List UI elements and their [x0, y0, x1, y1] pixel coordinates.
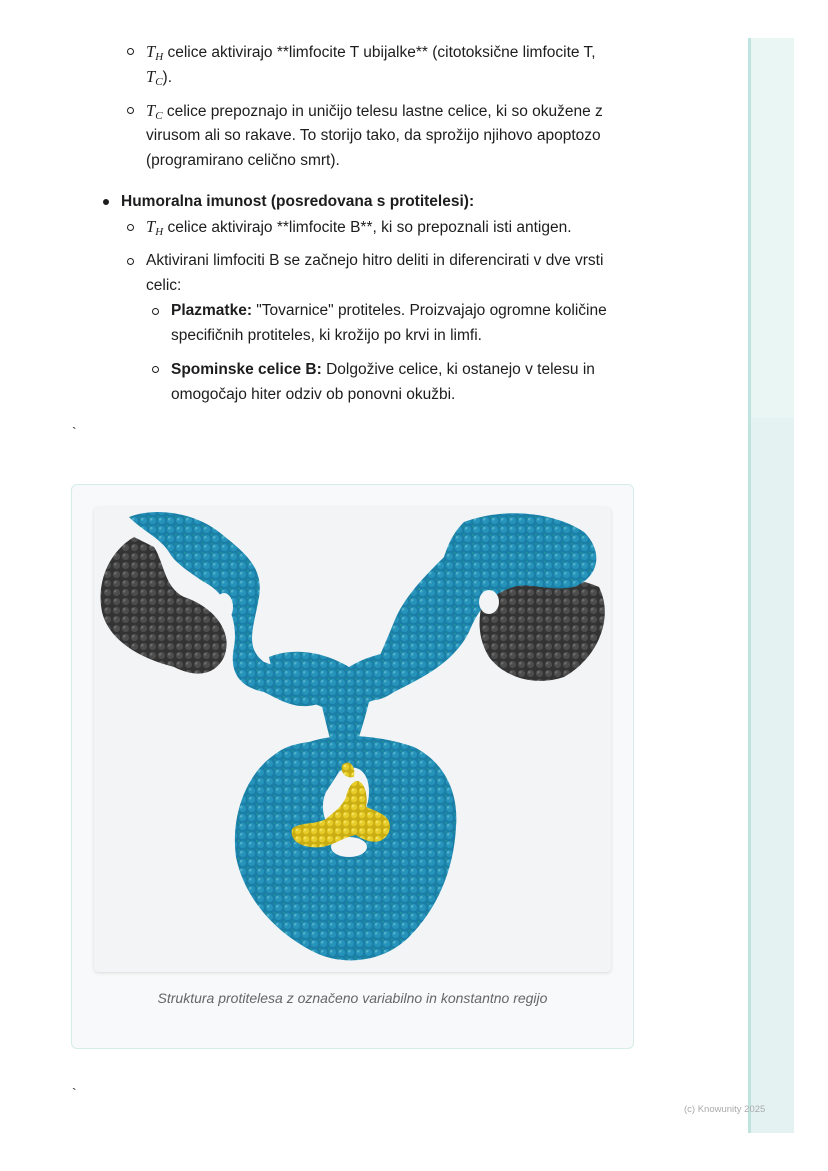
list-bullet: [103, 199, 109, 205]
list-item-continuation: [146, 65, 172, 94]
item-text: (programirano celično smrt).: [146, 152, 340, 169]
item-text: celic:: [146, 277, 182, 294]
list-item-continuation: [171, 383, 455, 407]
math-t-c: $T_C$: [146, 101, 163, 122]
item-text: celice aktivirajo **limfocite T ubijalke** (citotoksične limfocite T,: [167, 44, 596, 61]
list-item-b-differentiate: [146, 249, 603, 273]
item-text: celice prepoznajo in uničijo telesu lastne celice, ki so okužene z: [166, 103, 603, 120]
list-bullet: [127, 258, 134, 265]
figure-card: [71, 484, 634, 1049]
list-item-continuation: [146, 274, 181, 298]
list-bullet: [152, 308, 159, 315]
math-t-h: $T_H$: [146, 42, 164, 63]
list-bullet: [127, 107, 134, 114]
list-item-continuation: [146, 124, 601, 148]
list-bullet: [127, 48, 134, 55]
list-bullet: [127, 224, 134, 231]
antibody-structure-image: [94, 507, 611, 972]
list-item-plasma-cells: Plazmatke: "Tovarnice" protiteles. Proizvajajo ogromne količine: [171, 302, 607, 319]
item-text: virusom ali so rakave. To storijo tako, da sprožijo njihovo apoptozo: [146, 127, 601, 144]
list-item-continuation: [171, 324, 482, 348]
list-item-continuation: [146, 149, 340, 173]
item-text: ).: [162, 69, 172, 86]
list-item-th-activate-b: [146, 215, 572, 244]
figure-caption: Struktura protitelesa z označeno variabilno in konstantno regijo: [157, 990, 548, 1006]
list-item-th-activate-tc: [146, 40, 596, 69]
stray-backtick: `: [72, 1085, 77, 1101]
item-text: celice aktivirajo **limfocite B**, ki so prepoznali isti antigen.: [167, 219, 572, 236]
item-text: Aktivirani limfociti B se začnejo hitro deliti in diferencirati v dve vrsti: [146, 252, 604, 269]
item-text: omogočajo hiter odziv ob ponovni okužbi.: [171, 386, 456, 403]
margin-sidebar: [748, 38, 794, 1133]
math-t-h: $T_H$: [146, 217, 164, 238]
item-text: specifičnih protiteles, ki krožijo po krvi in limfi.: [171, 327, 482, 344]
stray-backtick: `: [72, 424, 77, 440]
math-t-c: $T_C$: [146, 67, 163, 88]
list-item-memory-b-cells: Spominske celice B: Dolgožive celice, ki ostanejo v telesu in: [171, 361, 595, 378]
antibody-illustration: [94, 507, 611, 972]
copyright-footer: (c) Knowunity 2025: [684, 1104, 766, 1115]
margin-sidebar-shade: [751, 418, 794, 1133]
section-heading-humoral: Humoralna imunost (posredovana s protitelesi):: [121, 193, 475, 210]
list-bullet: [152, 366, 159, 373]
